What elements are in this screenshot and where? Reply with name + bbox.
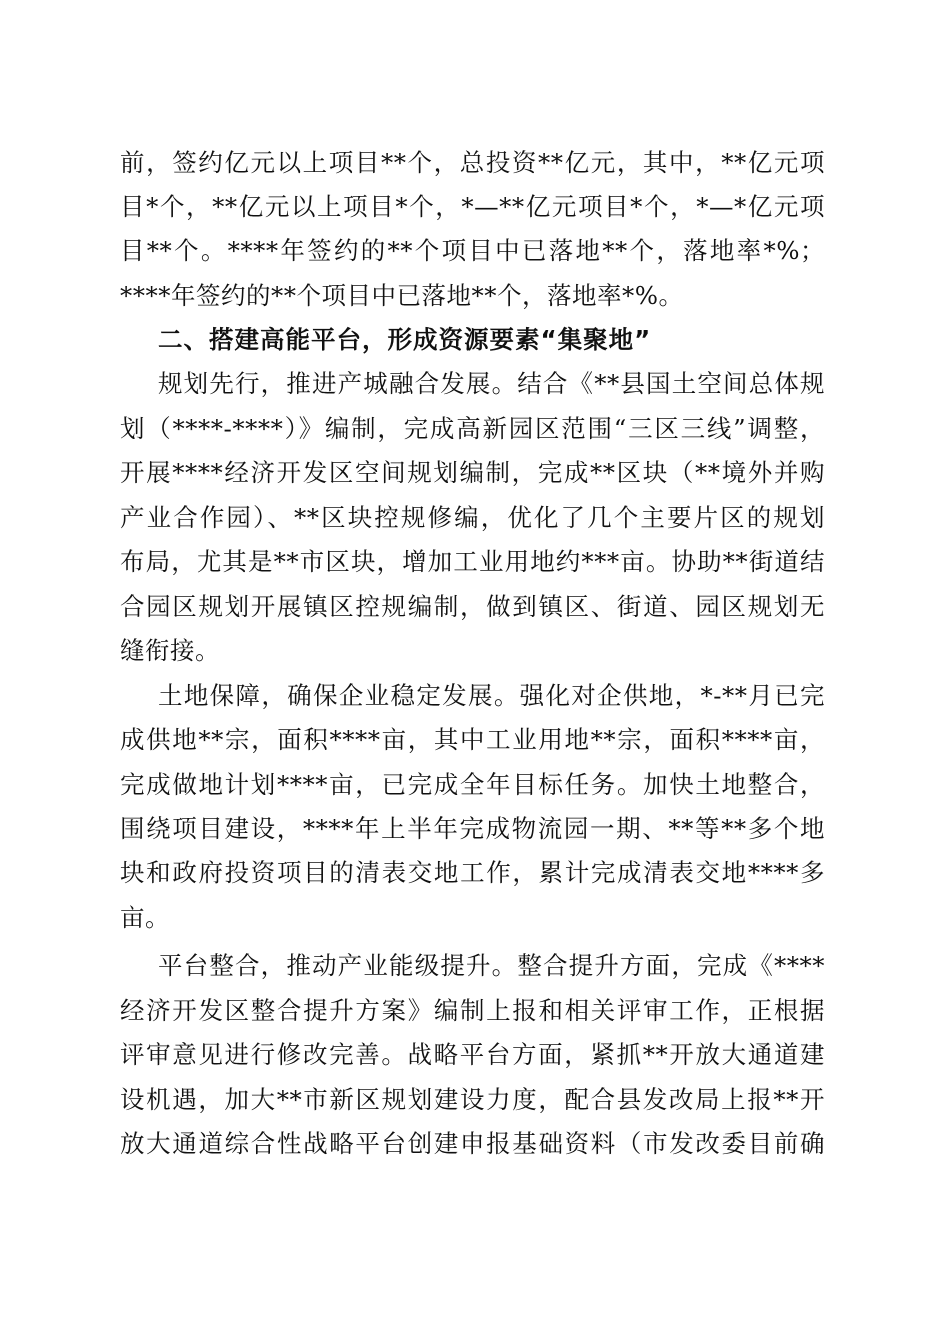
body-text-line: 产业合作园）、**区块控规修编，优化了几个主要片区的规划 [120,503,825,532]
body-text-line: 经济开发区整合提升方案》编制上报和相关评审工作，正根据 [120,996,825,1025]
body-text-line: 目**个。****年签约的**个项目中已落地**个，落地率*%； [120,236,825,265]
body-text-line: 开展****经济开发区空间规划编制，完成**区块（**境外并购 [120,458,825,487]
body-text-line: 划（****-****）》编制，完成高新园区范围“三区三线”调整， [120,414,825,443]
body-text-line: 合园区规划开展镇区控规编制，做到镇区、街道、园区规划无 [120,592,825,621]
body-text-line: 亩。 [120,903,170,932]
body-text-line: 成供地**宗，面积****亩，其中工业用地**宗，面积****亩， [120,725,825,754]
body-text-line: 缝衔接。 [120,636,220,665]
body-text-line: 目*个，**亿元以上项目*个，*—**亿元项目*个，*—*亿元项 [120,192,825,221]
section-heading: 二、搭建高能平台，形成资源要素“集聚地” [158,325,652,354]
body-text-line: 规划先行，推进产城融合发展。结合《**县国土空间总体规 [158,369,825,398]
body-text-line: 完成做地计划****亩，已完成全年目标任务。加快土地整合， [120,770,825,799]
body-text-line: 设机遇，加大**市新区规划建设力度，配合县发改局上报**开 [120,1085,825,1114]
body-text-line: 块和政府投资项目的清表交地工作，累计完成清表交地****多 [120,858,825,887]
body-text-line: ****年签约的**个项目中已落地**个，落地率*%。 [120,281,684,310]
body-text-line: 平台整合，推动产业能级提升。整合提升方面，完成《**** [158,951,825,980]
body-text-line: 放大通道综合性战略平台创建申报基础资料（市发改委目前确 [120,1129,825,1158]
body-text-line: 布局，尤其是**市区块，增加工业用地约***亩。协助**街道结 [120,547,825,576]
body-text-line: 前，签约亿元以上项目**个，总投资**亿元，其中，**亿元项 [120,148,825,177]
body-text-line: 土地保障，确保企业稳定发展。强化对企供地，*-**月已完 [158,681,825,710]
body-text-line: 评审意见进行修改完善。战略平台方面，紧抓**开放大通道建 [120,1040,825,1069]
body-text-line: 围绕项目建设，****年上半年完成物流园一期、**等**多个地 [120,814,825,843]
